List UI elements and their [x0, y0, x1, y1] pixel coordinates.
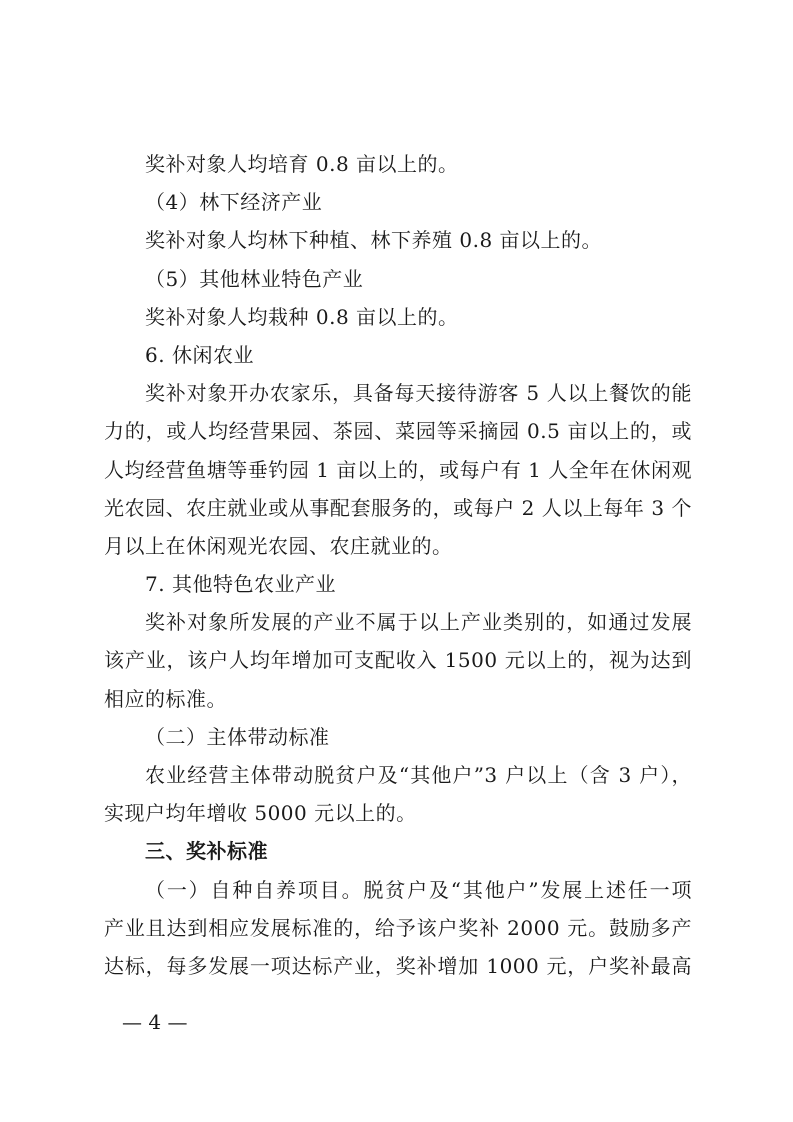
text-line-1: 奖补对象人均培育 0.8 亩以上的。 — [145, 152, 459, 176]
text-line-8: 力的，或人均经营果园、茶园、菜园等采摘园 0.5 亩以上的，或 — [104, 419, 692, 444]
text-line-13: 奖补对象所发展的产业不属于以上产业类别的，如通过发展 — [145, 610, 692, 635]
text-line-11: 月以上在休闲观光农园、农庄就业的。 — [104, 533, 453, 558]
subheading-leisure-agriculture: 6. 休闲农业 — [145, 342, 254, 367]
text-line-3: 奖补对象人均林下种植、林下养殖 0.8 亩以上的。 — [145, 228, 603, 253]
subheading-forest-economy: （4）林下经济产业 — [145, 190, 323, 215]
text-line-20: （一）自种自养项目。脱贫户及“其他户”发展上述任一项 — [145, 877, 692, 902]
section-heading-reward-standard: 三、奖补标准 — [145, 839, 268, 864]
page-number: — 4 — — [122, 1010, 188, 1034]
subheading-other-forestry: （5）其他林业特色产业 — [145, 266, 364, 291]
text-line-17: 农业经营主体带动脱贫户及“其他户”3 户以上（含 3 户）， — [145, 763, 692, 787]
text-line-15: 相应的标准。 — [104, 686, 227, 711]
section-heading-entity-standard: （二）主体带动标准 — [145, 724, 330, 749]
text-line-10: 光农园、农庄就业或从事配套服务的，或每户 2 人以上每年 3 个 — [104, 495, 692, 520]
text-line-7: 奖补对象开办农家乐，具备每天接待游客 5 人以上餐饮的能 — [145, 381, 692, 406]
text-line-18: 实现户均年增收 5000 元以上的。 — [104, 801, 417, 826]
text-line-5: 奖补对象人均栽种 0.8 亩以上的。 — [145, 304, 459, 329]
text-line-14: 该产业，该户人均年增加可支配收入 1500 元以上的，视为达到 — [104, 648, 692, 673]
text-line-9: 人均经营鱼塘等垂钓园 1 亩以上的，或每户有 1 人全年在休闲观 — [104, 457, 692, 482]
subheading-other-agriculture: 7. 其他特色农业产业 — [145, 572, 336, 597]
text-line-22: 达标，每多发展一项达标产业，奖补增加 1000 元，户奖补最高 — [104, 953, 692, 978]
body-text — [104, 145, 692, 985]
text-line-21: 产业且达到相应发展标准的，给予该户奖补 2000 元。鼓励多产 — [104, 915, 692, 940]
